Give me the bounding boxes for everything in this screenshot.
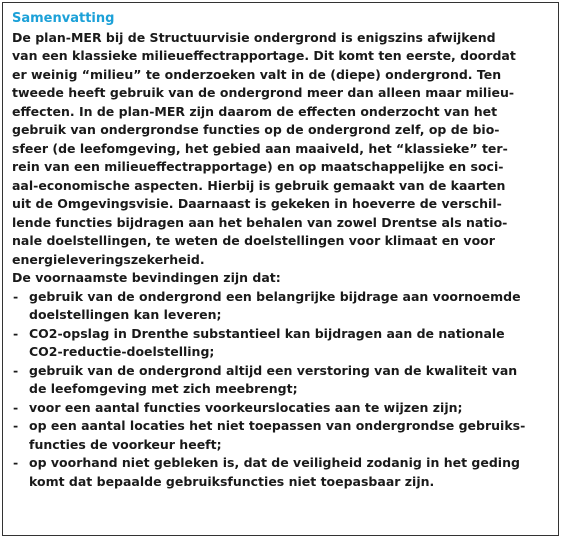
paragraph-line: van een klassieke milieueffectrapportage. Dit komt ten eerste, doordat — [12, 48, 516, 63]
bullet-line: komt dat bepaalde gebruiksfuncties niet toepasbaar zijn. — [29, 473, 435, 489]
findings-list-item — [12, 288, 552, 325]
bullet-dash: - — [13, 325, 19, 341]
bullet-line: functies de voorkeur heeft; — [29, 436, 222, 452]
findings-list-item — [12, 454, 552, 491]
paragraph-line: tweede heeft gebruik van de ondergrond meer dan alleen maar milieu- — [12, 85, 515, 100]
paragraph-line: gebruik van ondergrondse functies op de ondergrond zelf, op de bio- — [12, 122, 500, 137]
paragraph-line: effecten. In de plan-MER zijn daarom de effecten onderzocht van het — [12, 103, 498, 119]
bullet-line: de leefomgeving met zich meebrengt; — [29, 381, 298, 396]
summary-heading: Samenvatting — [12, 11, 115, 26]
findings-list — [12, 288, 552, 492]
paragraph-line: energieleveringszekerheid. — [12, 251, 205, 267]
findings-list-item — [12, 399, 552, 418]
bullet-dash: - — [13, 288, 19, 304]
bullet-line: doelstellingen kan leveren; — [29, 307, 222, 322]
paragraph-line: er weinig “milieu” te onderzoeken valt in de (diepe) ondergrond. Ten — [12, 66, 502, 82]
bullet-dash: - — [13, 455, 19, 470]
bullet-dash: - — [13, 399, 19, 415]
paragraph-line: aal-economische aspecten. Hierbij is gebruik gemaakt van de kaarten — [12, 177, 506, 193]
summary-paragraph — [12, 29, 552, 270]
summary-box — [2, 2, 559, 536]
bullet-line: op een aantal locaties het niet toepassen van ondergrondse gebruiks- — [29, 418, 526, 433]
bullet-line: gebruik van de ondergrond een belangrijke bijdrage aan voornoemde — [29, 288, 521, 304]
paragraph-line: rein van een milieueffectrapportage) en op maatschappelijke en soci- — [12, 159, 504, 174]
bullet-line: CO2-reductie-doelstelling; — [29, 344, 215, 359]
paragraph-line: De plan-MER bij de Structuurvisie ondergrond is enigszins afwijkend — [12, 29, 496, 45]
findings-list-item — [12, 325, 552, 362]
bullet-line: voor een aantal functies voorkeurslocaties aan te wijzen zijn; — [29, 399, 463, 415]
bullet-line: op voorhand niet gebleken is, dat de veiligheid zodanig in het geding — [29, 455, 520, 470]
bullet-line: gebruik van de ondergrond altijd een verstoring van de kwaliteit van — [29, 362, 518, 378]
findings-list-item — [12, 417, 552, 454]
bullet-line: CO2-opslag in Drenthe substantieel kan bijdragen aan de nationale — [29, 325, 505, 341]
findings-list-item — [12, 362, 552, 399]
paragraph-line: lende functies bijdragen aan het behalen van zowel Drentse als natio- — [12, 214, 508, 230]
paragraph-line: uit de Omgevingsvisie. Daarnaast is gekeken in hoeverre de verschil- — [12, 196, 502, 211]
bullet-dash: - — [13, 418, 19, 433]
bullet-dash: - — [13, 362, 19, 378]
paragraph-line: nale doelstellingen, te weten de doelstellingen voor klimaat en voor — [12, 233, 495, 248]
paragraph-line: sfeer (de leefomgeving, het gebied aan maaiveld, het “klassieke” ter- — [12, 140, 508, 156]
findings-intro: De voornaamste bevindingen zijn dat: — [12, 270, 281, 285]
summary-content — [12, 10, 552, 491]
